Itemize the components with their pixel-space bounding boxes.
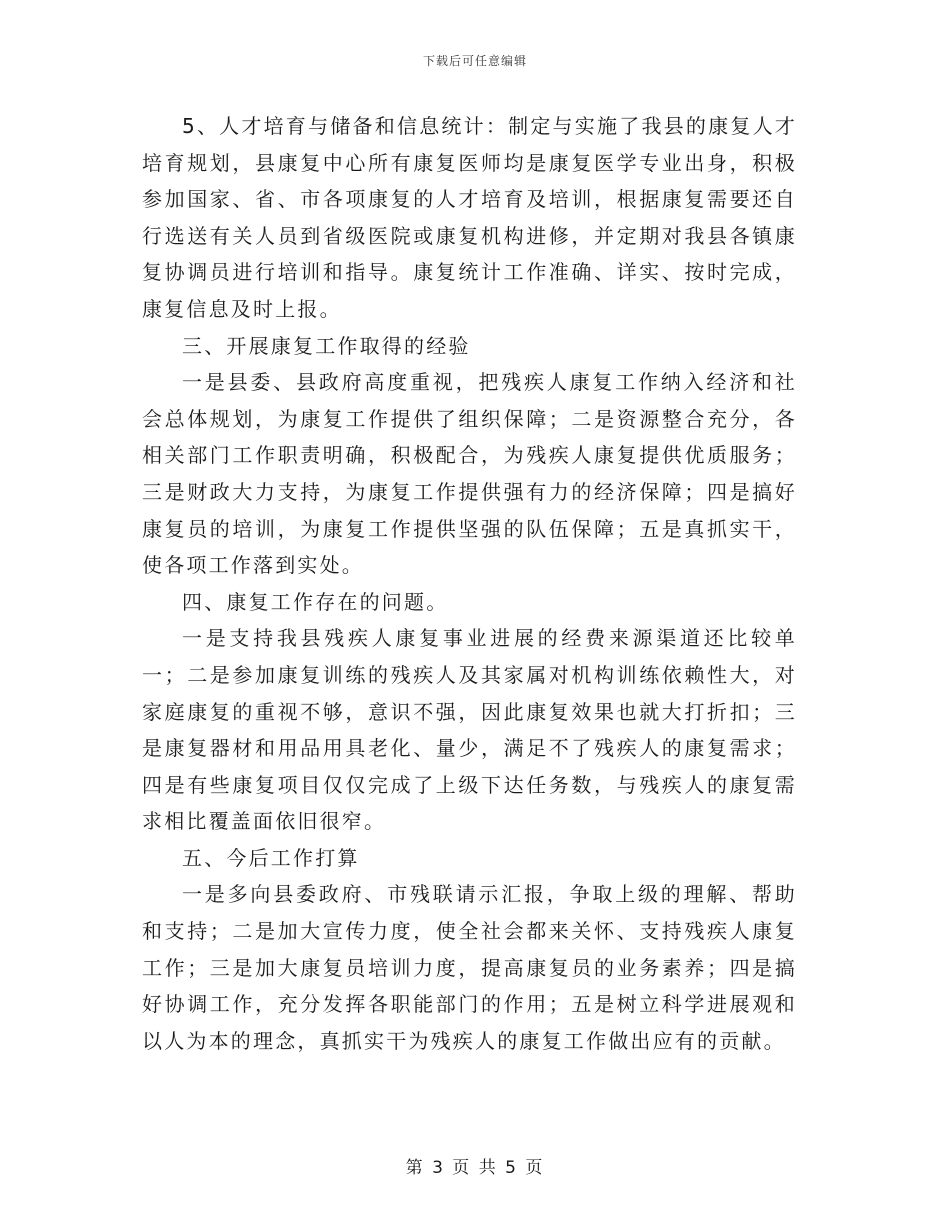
- paragraph-plans: 一是多向县委政府、市残联请示汇报，争取上级的理解、帮助和支持；二是加大宣传力度，使全社会都来关怀、支持残疾人康复工作；三是加大康复员培训力度，提高康复员的业务素养；四是搞好协调工作，充分发挥各职能部门的作用；五是树立科学进展观和以人为本的理念，真抓实干为残疾人的康复工作做出应有的贡献。: [142, 882, 797, 1053]
- section-heading-problems: 四、康复工作存在的问题。: [182, 589, 449, 614]
- paragraph-experience: 一是县委、县政府高度重视，把残疾人康复工作纳入经济和社会总体规划，为康复工作提供了组织保障；二是资源整合充分，各相关部门工作职责明确，积极配合，为残疾人康复提供优质服务；三是财政大力支持，为康复工作提供强有力的经济保障；四是搞好康复员的培训，为康复工作提供坚强的队伍保障；五是真抓实干，使各项工作落到实处。: [142, 370, 797, 578]
- paragraph-talent-training: 5、人才培育与储备和信息统计：制定与实施了我县的康复人才培育规划，县康复中心所有康复医师均是康复医学专业出身，积极参加国家、省、市各项康复的人才培育及培训，根据康复需要还自行选送有关人员到省级医院或康复机构进修，并定期对我县各镇康复协调员进行培训和指导。康复统计工作准确、详实、按时完成，康复信息及时上报。: [142, 114, 797, 321]
- document-body: [142, 108, 797, 1059]
- paragraph-problems: 一是支持我县残疾人康复事业进展的经费来源渠道还比较单一；二是参加康复训练的残疾人及其家属对机构训练依赖性大，对家庭康复的重视不够，意识不强，因此康复效果也就大打折扣；三是康复器材和用品用具老化、量少，满足不了残疾人的康复需求；四是有些康复项目仅仅完成了上级下达任务数，与残疾人的康复需求相比覆盖面依旧很窄。: [142, 626, 797, 834]
- section-heading-plans: 五、今后工作打算: [182, 845, 360, 870]
- section-heading-experience: 三、开展康复工作取得的经验: [182, 333, 471, 358]
- page-header-note: 下载后可任意编辑: [422, 54, 527, 68]
- page-number-footer: 第 3 页 共 5 页: [405, 1158, 545, 1178]
